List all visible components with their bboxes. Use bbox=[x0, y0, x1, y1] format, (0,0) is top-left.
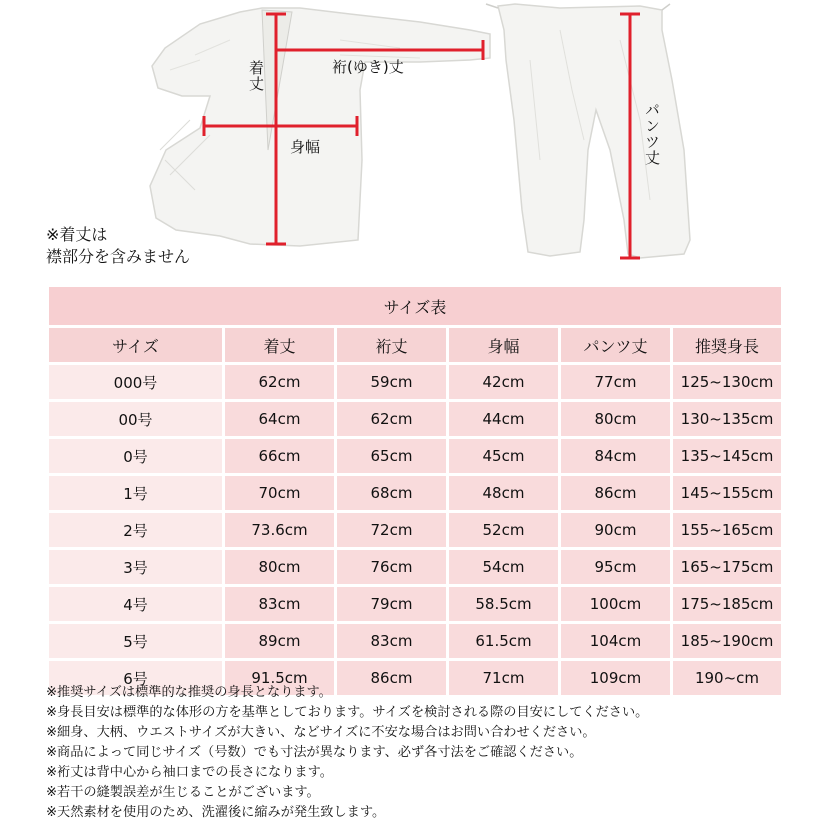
mihaba-cell: 71cm bbox=[448, 660, 560, 697]
size-cell: 0号 bbox=[48, 438, 224, 475]
height-cell: 175~185cm bbox=[672, 586, 783, 623]
size-cell: 4号 bbox=[48, 586, 224, 623]
height-cell: 125~130cm bbox=[672, 364, 783, 401]
table-title: サイズ表 bbox=[48, 286, 783, 327]
footnote-line: ※推奨サイズは標準的な推奨の身長となります。 bbox=[46, 685, 332, 700]
yuki-cell: 62cm bbox=[336, 401, 448, 438]
collar-note bbox=[46, 224, 190, 268]
footnotes bbox=[46, 683, 648, 823]
mihaba-cell: 44cm bbox=[448, 401, 560, 438]
pants-cell: 104cm bbox=[560, 623, 672, 660]
label-kitake: 着丈 bbox=[247, 60, 265, 92]
kitake-cell: 80cm bbox=[224, 549, 336, 586]
yuki-cell: 65cm bbox=[336, 438, 448, 475]
mihaba-cell: 42cm bbox=[448, 364, 560, 401]
table-row bbox=[48, 586, 783, 623]
kitake-cell: 91.5cm bbox=[224, 660, 336, 697]
height-cell: 190~cm bbox=[672, 660, 783, 697]
kitake-cell: 64cm bbox=[224, 401, 336, 438]
yuki-cell: 76cm bbox=[336, 549, 448, 586]
collar-note-line: 襟部分を含みません bbox=[46, 247, 191, 266]
yuki-cell: 59cm bbox=[336, 364, 448, 401]
height-cell: 165~175cm bbox=[672, 549, 783, 586]
kitake-cell: 73.6cm bbox=[224, 512, 336, 549]
kitake-cell: 89cm bbox=[224, 623, 336, 660]
size-cell: 000号 bbox=[48, 364, 224, 401]
col-header-yuki: 裄丈 bbox=[336, 327, 448, 364]
size-table bbox=[46, 284, 784, 698]
size-cell: 00号 bbox=[48, 401, 224, 438]
footnote-line: ※若干の縫製誤差が生じることがございます。 bbox=[46, 785, 320, 800]
table-header-row bbox=[48, 327, 783, 364]
footnote-line: ※裄丈は背中心から袖口までの長さになります。 bbox=[46, 765, 333, 780]
size-cell: 1号 bbox=[48, 475, 224, 512]
height-cell: 135~145cm bbox=[672, 438, 783, 475]
col-header-size: サイズ bbox=[48, 327, 224, 364]
size-cell: 5号 bbox=[48, 623, 224, 660]
yuki-cell: 86cm bbox=[336, 660, 448, 697]
footnote-line: ※細身、大柄、ウエストサイズが大きい、などサイズに不安な場合はお問い合わせください。 bbox=[46, 725, 596, 740]
col-header-kitake: 着丈 bbox=[224, 327, 336, 364]
height-cell: 130~135cm bbox=[672, 401, 783, 438]
pants-cell: 86cm bbox=[560, 475, 672, 512]
mihaba-cell: 45cm bbox=[448, 438, 560, 475]
height-cell: 155~165cm bbox=[672, 512, 783, 549]
size-cell: 3号 bbox=[48, 549, 224, 586]
col-header-pants: パンツ丈 bbox=[560, 327, 672, 364]
table-row bbox=[48, 512, 783, 549]
table-row bbox=[48, 364, 783, 401]
pants-cell: 95cm bbox=[560, 549, 672, 586]
pants-cell: 84cm bbox=[560, 438, 672, 475]
pants-cell: 80cm bbox=[560, 401, 672, 438]
table-row bbox=[48, 549, 783, 586]
yuki-cell: 83cm bbox=[336, 623, 448, 660]
yuki-cell: 68cm bbox=[336, 475, 448, 512]
col-header-height: 推奨身長 bbox=[672, 327, 783, 364]
height-cell: 185~190cm bbox=[672, 623, 783, 660]
yuki-cell: 72cm bbox=[336, 512, 448, 549]
pants-cell: 77cm bbox=[560, 364, 672, 401]
mihaba-cell: 61.5cm bbox=[448, 623, 560, 660]
kitake-cell: 83cm bbox=[224, 586, 336, 623]
label-yuki: 裄(ゆき)丈 bbox=[332, 58, 404, 76]
pants-cell: 109cm bbox=[560, 660, 672, 697]
table-row bbox=[48, 401, 783, 438]
col-header-mihaba: 身幅 bbox=[448, 327, 560, 364]
size-cell: 2号 bbox=[48, 512, 224, 549]
footnote-line: ※身長目安は標準的な体形の方を基準としております。サイズを検討される際の目安にしてください。 bbox=[46, 705, 649, 720]
table-row bbox=[48, 475, 783, 512]
pants-cell: 90cm bbox=[560, 512, 672, 549]
table-row bbox=[48, 623, 783, 660]
mihaba-cell: 52cm bbox=[448, 512, 560, 549]
mihaba-cell: 48cm bbox=[448, 475, 560, 512]
collar-note-line: ※着丈は bbox=[46, 225, 108, 244]
mihaba-cell: 58.5cm bbox=[448, 586, 560, 623]
size-cell: 6号 bbox=[48, 660, 224, 697]
table-row bbox=[48, 438, 783, 475]
footnote-line: ※商品によって同じサイズ（号数）でも寸法が異なります、必ず各寸法をご確認ください。 bbox=[46, 745, 583, 760]
mihaba-cell: 54cm bbox=[448, 549, 560, 586]
kitake-cell: 62cm bbox=[224, 364, 336, 401]
pants-cell: 100cm bbox=[560, 586, 672, 623]
height-cell: 145~155cm bbox=[672, 475, 783, 512]
kitake-cell: 70cm bbox=[224, 475, 336, 512]
kitake-cell: 66cm bbox=[224, 438, 336, 475]
label-mihaba: 身幅 bbox=[290, 138, 321, 156]
label-pants: パンツ丈 bbox=[643, 102, 661, 166]
yuki-cell: 79cm bbox=[336, 586, 448, 623]
footnote-line: ※天然素材を使用のため、洗濯後に縮みが発生致します。 bbox=[46, 805, 386, 820]
